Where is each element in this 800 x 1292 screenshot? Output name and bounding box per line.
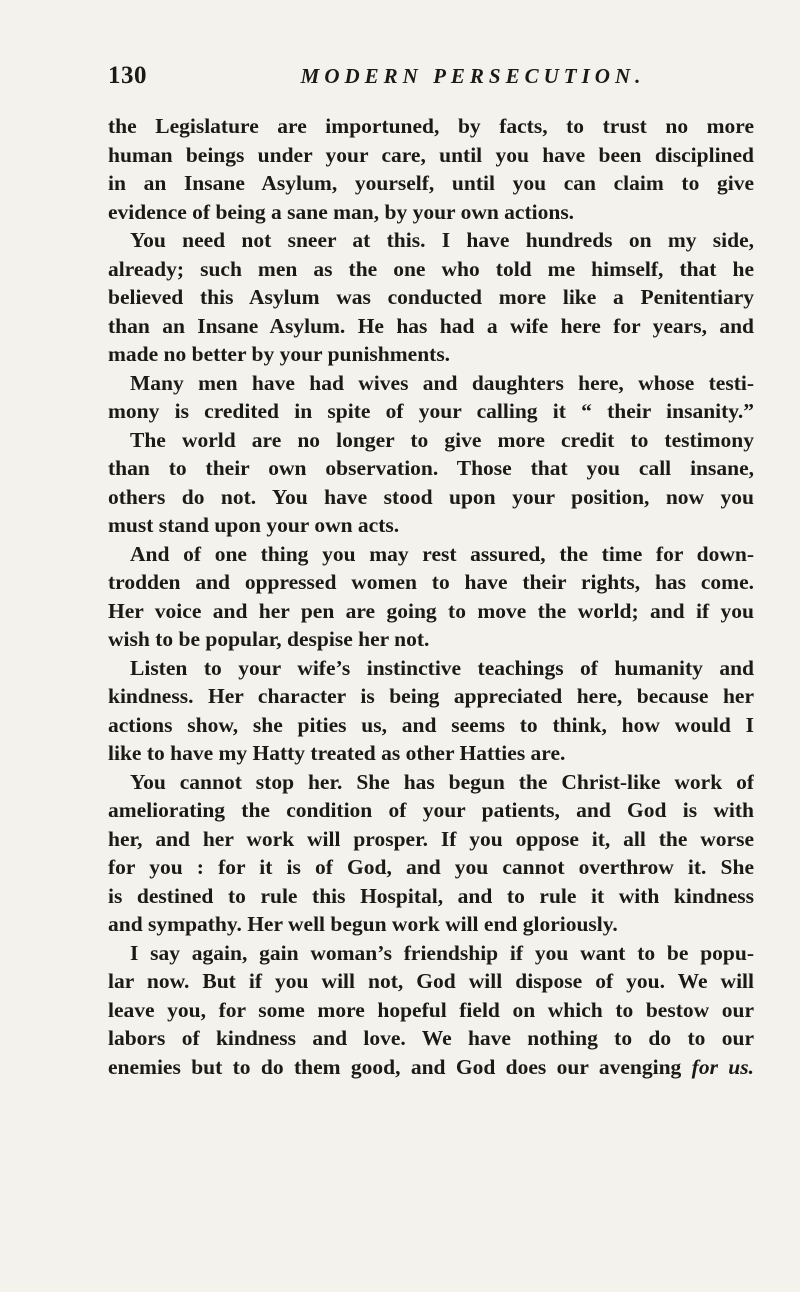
body-text <box>108 112 754 1081</box>
text-line: already; such men as the one who told me himself, that he <box>108 256 754 281</box>
text-line: wish to be popular, despise her not. <box>108 627 430 651</box>
text-line: I say again, gain woman’s friendship if you want to be popu- <box>130 940 754 965</box>
running-title: MODERN PERSECUTION. <box>300 64 646 88</box>
text-line: for you : for it is of God, and you cannot overthrow it. She <box>108 855 754 879</box>
text-line: like to have my Hatty treated as other Hatties are. <box>108 741 566 765</box>
text-line: made no better by your punishments. <box>108 342 451 366</box>
text-line: than to their own observation. Those that you call insane, <box>108 456 754 480</box>
text-line: The world are no longer to give more credit to testimony <box>130 427 754 452</box>
text-line: the Legislature are importuned, by facts, to trust no more <box>108 114 754 138</box>
text-line: in an Insane Asylum, yourself, until you can claim to give <box>108 171 754 195</box>
text-line: trodden and oppressed women to have their rights, has come. <box>108 570 754 594</box>
text-line: human beings under your care, until you have been disciplined <box>108 142 754 167</box>
text-line: actions show, she pities us, and seems to think, how would I <box>108 712 754 737</box>
text-line: kindness. Her character is being appreciated here, because her <box>108 684 754 708</box>
text-line: is destined to rule this Hospital, and to rule it with kindness <box>108 883 754 908</box>
text-line: You need not sneer at this. I have hundreds on my side, <box>130 228 754 252</box>
text-line: Many men have had wives and daughters here, whose testi- <box>130 370 754 395</box>
text-line: Her voice and her pen are going to move the world; and if you <box>108 598 754 623</box>
italic-emphasis: for us. <box>691 1054 754 1079</box>
page-number: 130 <box>108 62 147 89</box>
text-line: lar now. But if you will not, God will dispose of you. We will <box>108 969 754 993</box>
text-line: than an Insane Asylum. He has had a wife here for years, and <box>108 313 754 338</box>
text-line: ameliorating the condition of your patients, and God is with <box>108 798 754 822</box>
text-line: Listen to your wife’s instinctive teachings of humanity and <box>130 655 754 680</box>
text-line: must stand upon your own acts. <box>108 513 400 537</box>
text-line: leave you, for some more hopeful field on which to bestow our <box>108 997 754 1022</box>
text-line: You cannot stop her. She has begun the Christ-like work of <box>130 769 754 794</box>
text-line: And of one thing you may rest assured, the time for down- <box>130 541 754 566</box>
text-line: others do not. You have stood upon your position, now you <box>108 484 754 509</box>
final-line-text: enemies but to do them good, and God does our avenging <box>108 1054 682 1079</box>
text-line: her, and her work will prosper. If you oppose it, all the worse <box>108 826 754 851</box>
text-line: evidence of being a sane man, by your own actions. <box>108 199 575 224</box>
text-line: and sympathy. Her well begun work will end gloriously. <box>108 912 618 936</box>
text-line: labors of kindness and love. We have nothing to do to our <box>108 1026 754 1050</box>
text-line: mony is credited in spite of your calling it “ their insanity.” <box>108 399 754 423</box>
text-line: believed this Asylum was conducted more like a Penitentiary <box>108 285 754 309</box>
page-header <box>108 56 748 96</box>
text-line-final <box>108 1053 754 1082</box>
